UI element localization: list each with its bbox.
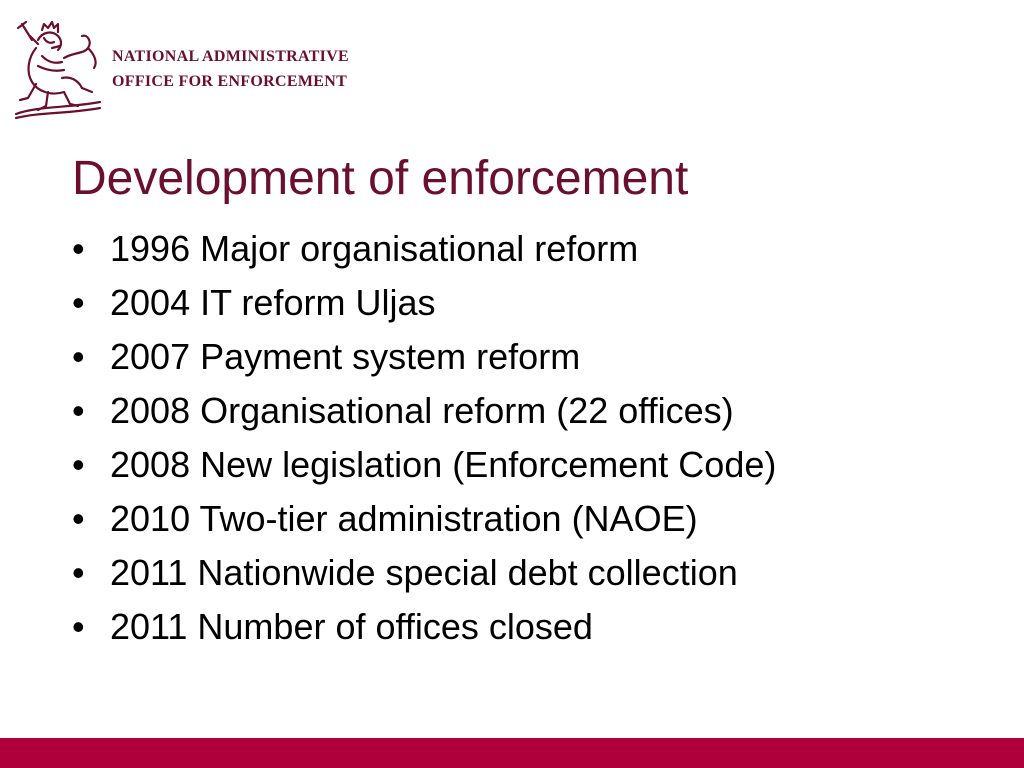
bullet-item: • 2010 Two-tier administration (NAOE)	[72, 492, 972, 546]
bottom-accent-bar	[0, 738, 1024, 768]
bullet-item: • 2011 Number of offices closed	[72, 600, 972, 654]
organization-name-line2: OFFICE FOR ENFORCEMENT	[112, 73, 348, 90]
organization-name-line1: NATIONAL ADMINISTRATIVE	[112, 48, 350, 65]
finnish-lion-coat-of-arms-icon	[8, 18, 104, 122]
bullet-item: • 2004 IT reform Uljas	[72, 276, 972, 330]
bullet-list	[72, 222, 972, 654]
bullet-item: • 2008 Organisational reform (22 offices)	[72, 384, 972, 438]
bullet-item: • 2008 New legislation (Enforcement Code)	[72, 438, 972, 492]
organization-name	[112, 44, 349, 94]
bullet-item: • 2011 Nationwide special debt collection	[72, 546, 972, 600]
bullet-item: • 1996 Major organisational reform	[72, 222, 972, 276]
slide-title: Development of enforcement	[72, 152, 689, 205]
bullet-item: • 2007 Payment system reform	[72, 330, 972, 384]
